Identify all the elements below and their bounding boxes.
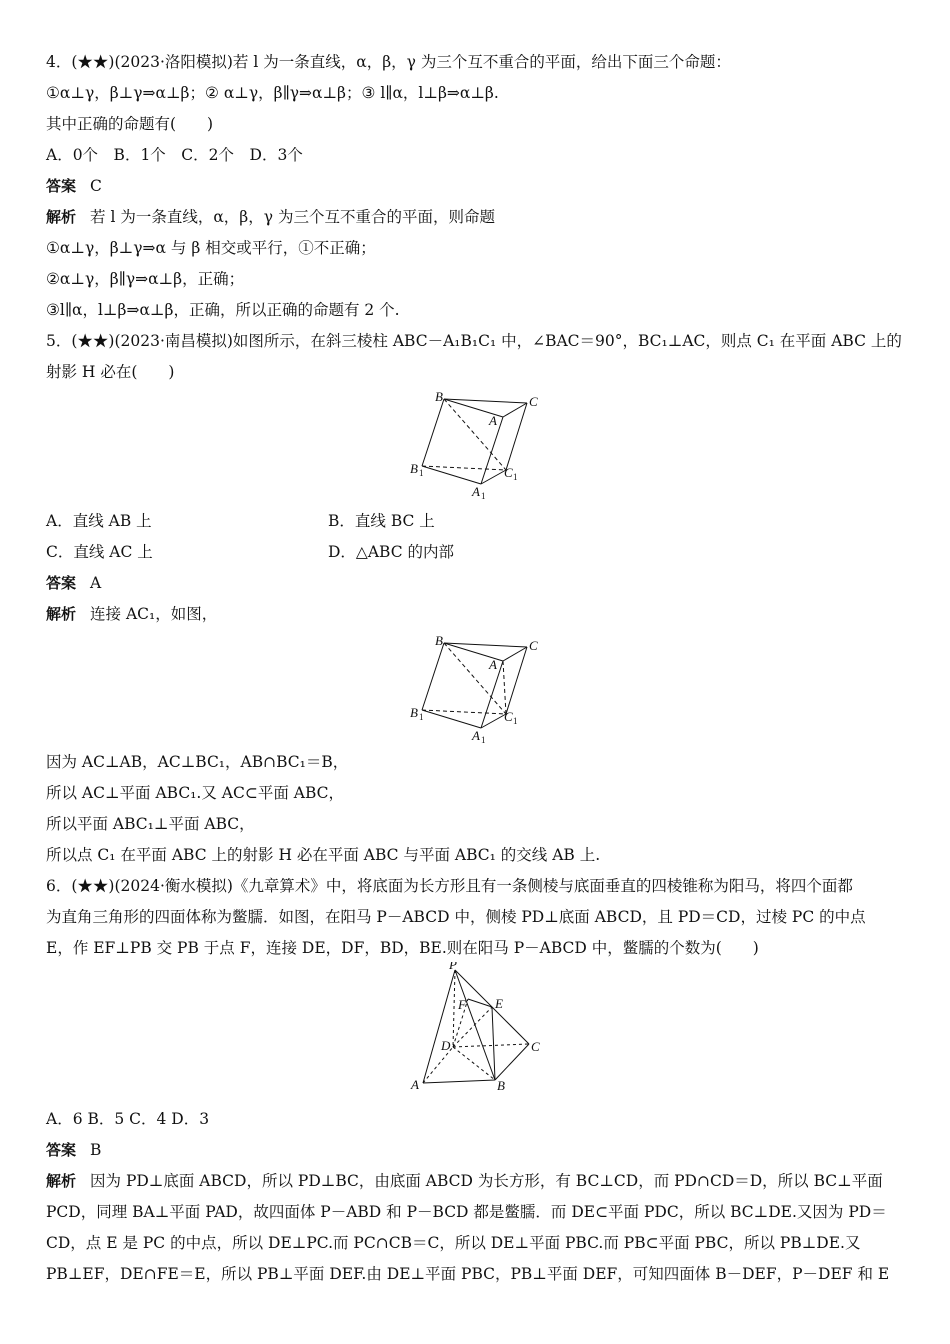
q6-answer-line	[46, 1140, 101, 1160]
analysis-label: 解析	[46, 208, 77, 226]
label-C1-sub: 1	[513, 716, 518, 726]
label-C1-sub: 1	[513, 472, 518, 482]
label-A1-sub: 1	[481, 735, 486, 745]
q5-analysis-0: 连接 AC₁，如图，	[90, 605, 218, 623]
label-A: A	[489, 413, 497, 428]
label-A1: A	[472, 484, 480, 499]
q5-analysis-3: 所以平面 ABC₁⊥平面 ABC，	[46, 815, 255, 833]
label-B1: B	[410, 461, 418, 476]
label-B1-sub: 1	[419, 712, 424, 722]
q4-propositions: ①α⊥γ，β⊥γ⇒α⊥β；② α⊥γ，β∥γ⇒α⊥β；③ l∥α，l⊥β⇒α⊥β.	[46, 84, 499, 102]
q5-prism-figure	[400, 386, 550, 502]
q6-analysis-line	[46, 1171, 883, 1191]
q4-answer: C	[90, 177, 102, 195]
q4-stem: 4．(★★)(2023·洛阳模拟)若 l 为一条直线，α，β，γ 为三个互不重合的平面，给出下面三个命题：	[46, 53, 731, 71]
q5-answer-line	[46, 573, 101, 593]
label-B: B	[497, 1078, 505, 1093]
q6-pyramid-figure	[405, 962, 555, 1094]
answer-label: 答案	[46, 177, 77, 195]
q5-analysis-line	[46, 604, 217, 624]
q6-answer: B	[90, 1141, 102, 1159]
q5-analysis-2: 所以 AC⊥平面 ABC₁.又 AC⊂平面 ABC，	[46, 784, 344, 802]
answer-label: 答案	[46, 574, 77, 592]
q4-answer-line	[46, 176, 102, 196]
q5-analysis-1: 因为 AC⊥AB，AC⊥BC₁，AB∩BC₁＝B，	[46, 753, 349, 771]
q4-analysis-line	[46, 207, 495, 227]
q5-stem-1: 5．(★★)(2023·南昌模拟)如图所示，在斜三棱柱 ABC－A₁B₁C₁ 中，∠BAC＝90°，BC₁⊥AC，则点 C₁ 在平面 ABC 上的	[46, 332, 902, 350]
q5-option-d: D．△ABC 的内部	[328, 543, 455, 561]
label-C: C	[531, 1039, 540, 1054]
label-C: C	[529, 394, 538, 409]
q4-analysis-3: ③l∥α，l⊥β⇒α⊥β，正确，所以正确的命题有 2 个.	[46, 301, 400, 319]
q5-option-c: C．直线 AC 上	[46, 543, 153, 561]
q4-options: A．0个 B．1个 C．2个 D．3个	[46, 146, 303, 164]
analysis-label: 解析	[46, 1172, 77, 1190]
q5-analysis-4: 所以点 C₁ 在平面 ABC 上的射影 H 必在平面 ABC 与平面 ABC₁ 的交线 AB 上.	[46, 846, 601, 864]
q4-analysis-0: 若 l 为一条直线，α，β，γ 为三个互不重合的平面，则命题	[90, 208, 495, 226]
label-D: D	[441, 1038, 451, 1053]
label-A: A	[489, 657, 497, 672]
q6-options: A．6 B．5 C．4 D．3	[46, 1110, 210, 1128]
answer-label: 答案	[46, 1141, 77, 1159]
label-B: B	[435, 389, 443, 404]
q4-analysis-2: ②α⊥γ，β∥γ⇒α⊥β，正确；	[46, 270, 245, 288]
q4-analysis-1: ①α⊥γ，β⊥γ⇒α 与 β 相交或平行，①不正确；	[46, 239, 376, 257]
q5-option-b: B．直线 BC 上	[328, 512, 435, 530]
label-F: F	[458, 997, 466, 1012]
q5-stem-2: 射影 H 必在( )	[46, 363, 175, 381]
q6-analysis-3: PB⊥EF，DE∩FE＝E，所以 PB⊥平面 DEF.由 DE⊥平面 PBC，PB⊥平面 DEF，可知四面体 B－DEF，P－DEF 和 E	[46, 1265, 890, 1283]
label-A: A	[411, 1077, 419, 1092]
label-B: B	[435, 633, 443, 648]
label-C1: C	[504, 709, 513, 724]
label-P: P	[449, 962, 457, 972]
analysis-label: 解析	[46, 605, 77, 623]
q6-analysis-2: CD，点 E 是 PC 的中点，所以 DE⊥PC.而 PC∩CB＝C，所以 DE⊥平面 PBC.而 PB⊂平面 PBC，所以 PB⊥DE.又	[46, 1234, 861, 1252]
label-A1-sub: 1	[481, 491, 486, 501]
label-C: C	[529, 638, 538, 653]
q5-prism-figure-2	[400, 630, 550, 746]
q6-stem-1: 6．(★★)(2024·衡水模拟)《九章算术》中，将底面为长方形且有一条侧棱与底面垂直的四棱锥称为阳马，将四个面都	[46, 877, 853, 895]
q5-option-a: A．直线 AB 上	[46, 512, 152, 530]
q6-analysis-1: PCD，同理 BA⊥平面 PAD，故四面体 P－ABD 和 P－BCD 都是鳖臑．而 DE⊂平面 PDC，所以 BC⊥DE.又因为 PD＝	[46, 1203, 887, 1221]
q5-answer: A	[90, 574, 102, 592]
q6-analysis-0: 因为 PD⊥底面 ABCD，所以 PD⊥BC，由底面 ABCD 为长方形，有 BC⊥CD，而 PD∩CD＝D，所以 BC⊥平面	[90, 1172, 883, 1190]
label-A1: A	[472, 728, 480, 743]
label-C1: C	[504, 465, 513, 480]
q6-stem-3: E，作 EF⊥PB 交 PB 于点 F，连接 DE，DF，BD，BE.则在阳马 P－ABCD 中，鳖臑的个数为( )	[46, 939, 759, 957]
label-B1-sub: 1	[419, 468, 424, 478]
label-E: E	[495, 996, 503, 1011]
q4-question: 其中正确的命题有( )	[46, 115, 214, 133]
q6-stem-2: 为直角三角形的四面体称为鳖臑．如图，在阳马 P－ABCD 中，侧棱 PD⊥底面 ABCD，且 PD＝CD，过棱 PC 的中点	[46, 908, 866, 926]
label-B1: B	[410, 705, 418, 720]
